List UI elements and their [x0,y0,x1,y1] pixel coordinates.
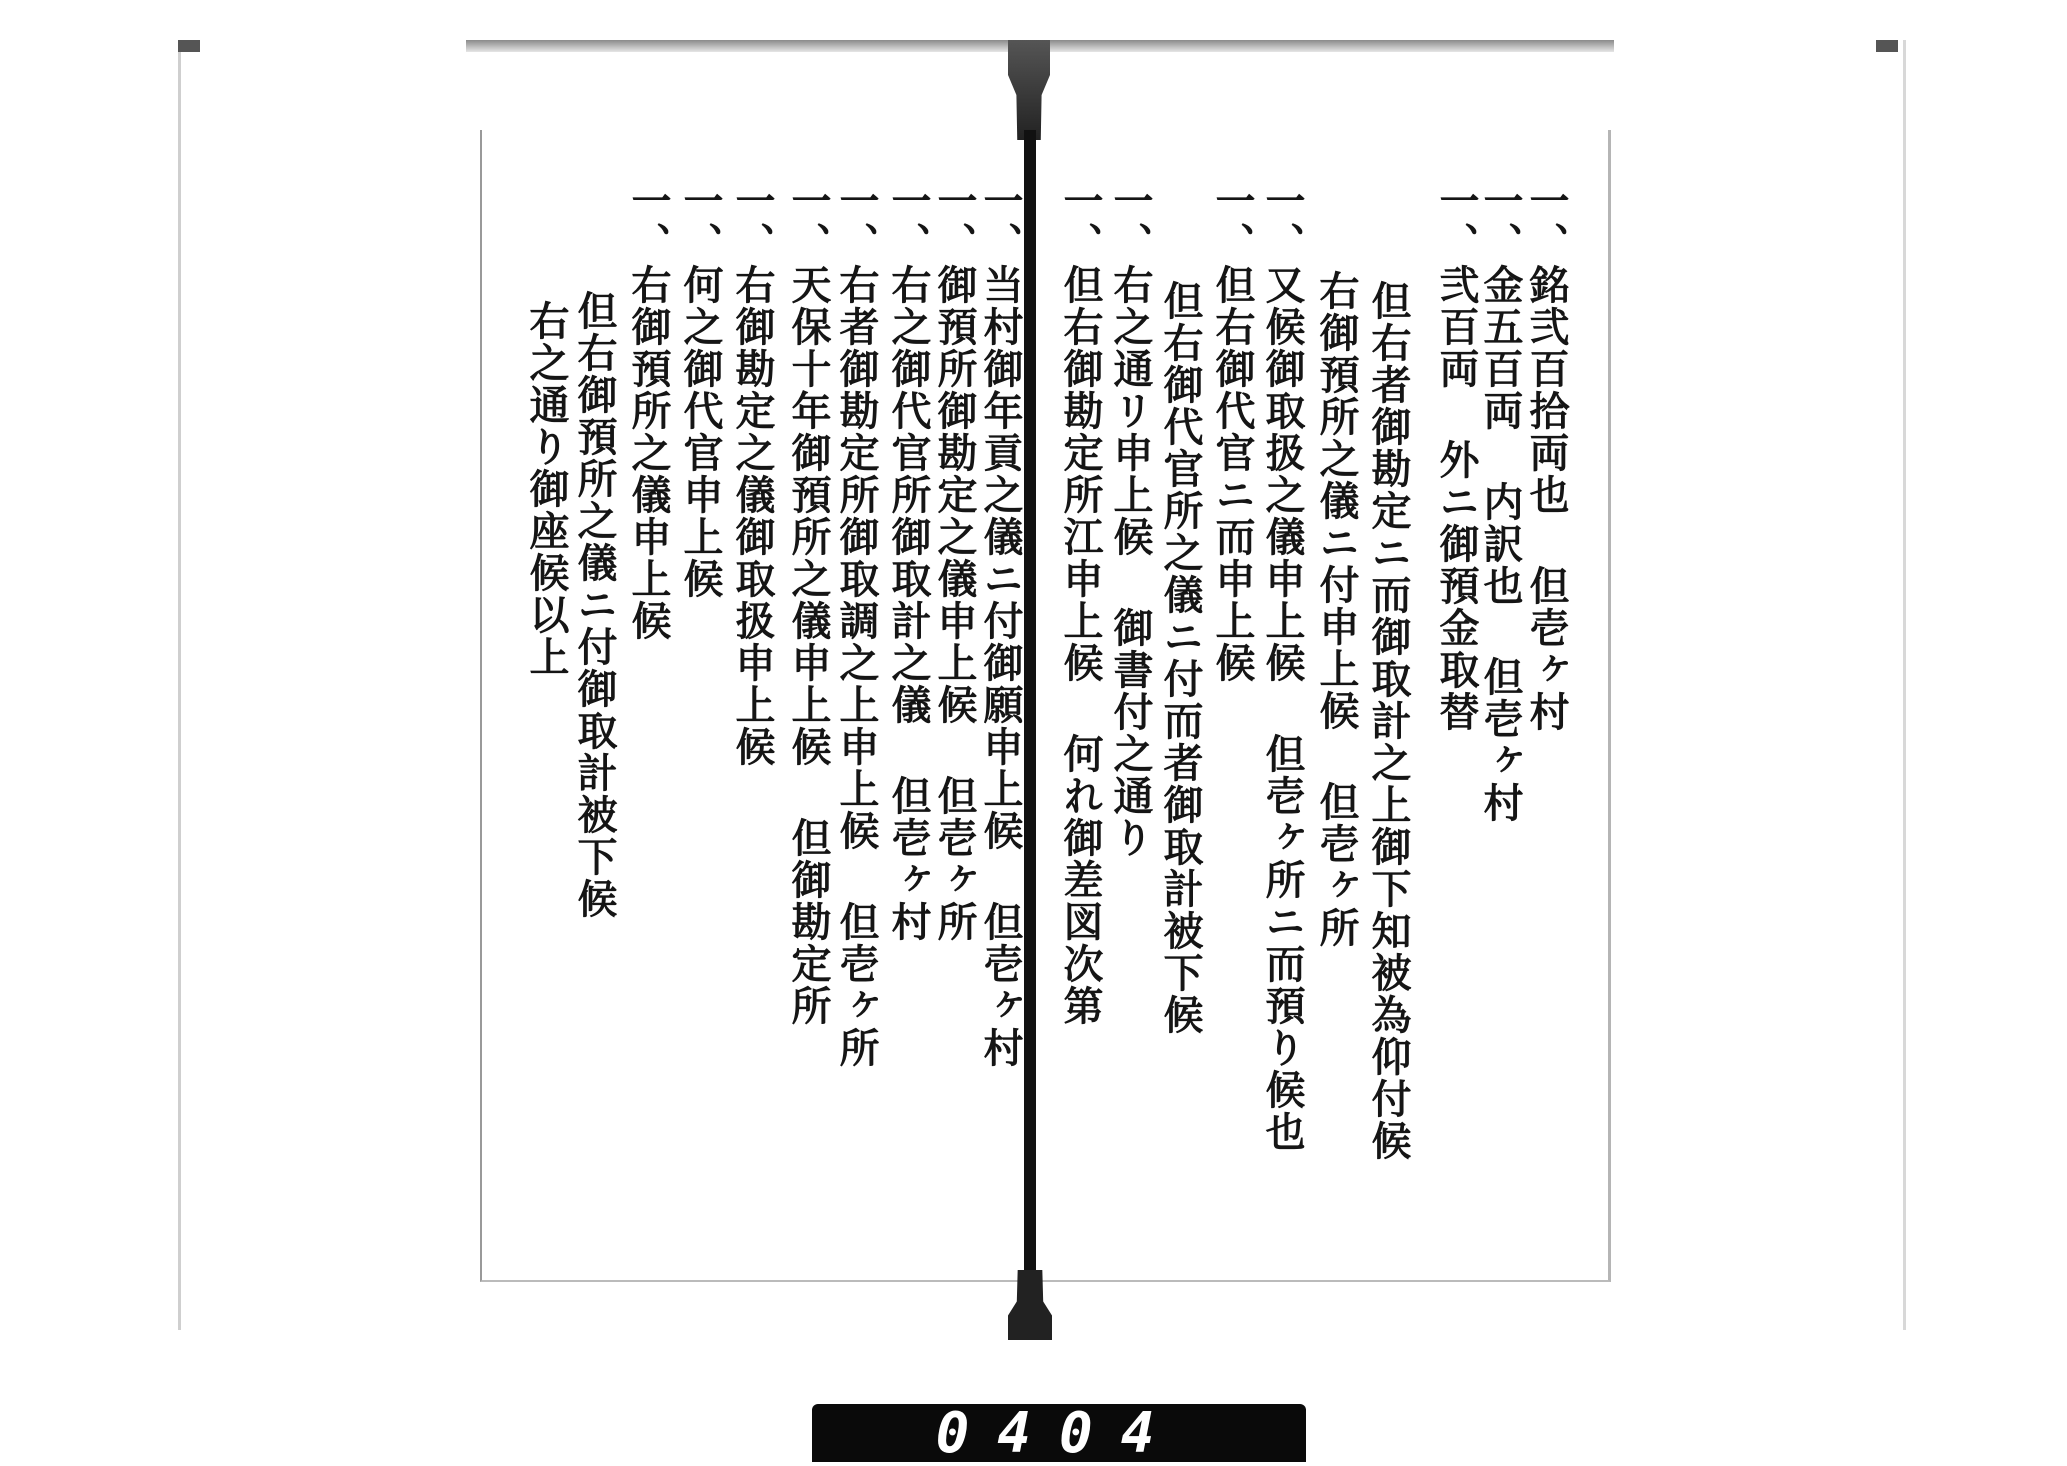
manuscript-column: 右之通り御座候以上 [523,300,570,678]
manuscript-column: 一、右之御代官所御取計之儀 但壱ヶ村 [885,180,932,943]
manuscript-column: 一、右御預所之儀申上候 [625,180,672,642]
manuscript-column: 一、弐百両 外ニ御預金取替 [1433,180,1480,733]
manuscript-column: 一、右之通リ申上候 御書付之通り [1107,180,1154,859]
manuscript-column: 但右御預所之儀ニ付御取計被下候 [571,290,618,920]
manuscript-column: 右御預所之儀ニ付申上候 但壱ヶ所 [1313,270,1360,949]
manuscript-column: 一、但右御代官ニ而申上候 [1209,180,1256,684]
manuscript-column: 一、金五百両 内訳也 但壱ヶ村 [1477,180,1524,824]
manuscript-column: 但右御代官所之儀ニ付而者御取計被下候 [1157,280,1204,1036]
manuscript-column: 一、御預所御勘定之儀申上候 但壱ヶ所 [931,180,978,943]
manuscript-column: 一、右者御勘定所御取調之上申上候 但壱ヶ所 [833,180,880,1069]
manuscript-column: 一、右御勘定之儀御取扱申上候 [729,180,776,768]
manuscript-column: 一、銘弐百拾両也 但壱ヶ村 [1523,180,1570,733]
manuscript-column: 一、天保十年御預所之儀申上候 但御勘定所 [785,180,832,1027]
manuscript-column: 一、何之御代官申上候 [677,180,724,600]
microfilm-frame-number: 0404 [812,1404,1306,1462]
manuscript-column: 一、但右御勘定所江申上候 何れ御差図次第 [1057,180,1104,1027]
scan-corner-mark [178,40,200,52]
manuscript-column: 一、当村御年貢之儀ニ付御願申上候 但壱ヶ村 [977,180,1024,1069]
book-spine [1024,130,1036,1280]
manuscript-column: 但右者御勘定ニ而御取計之上御下知被為仰付候 [1365,280,1412,1162]
scan-corner-mark [1876,40,1898,52]
manuscript-column: 一、又候御取扱之儀申上候 但壱ヶ所ニ而預り候也 [1259,180,1306,1153]
